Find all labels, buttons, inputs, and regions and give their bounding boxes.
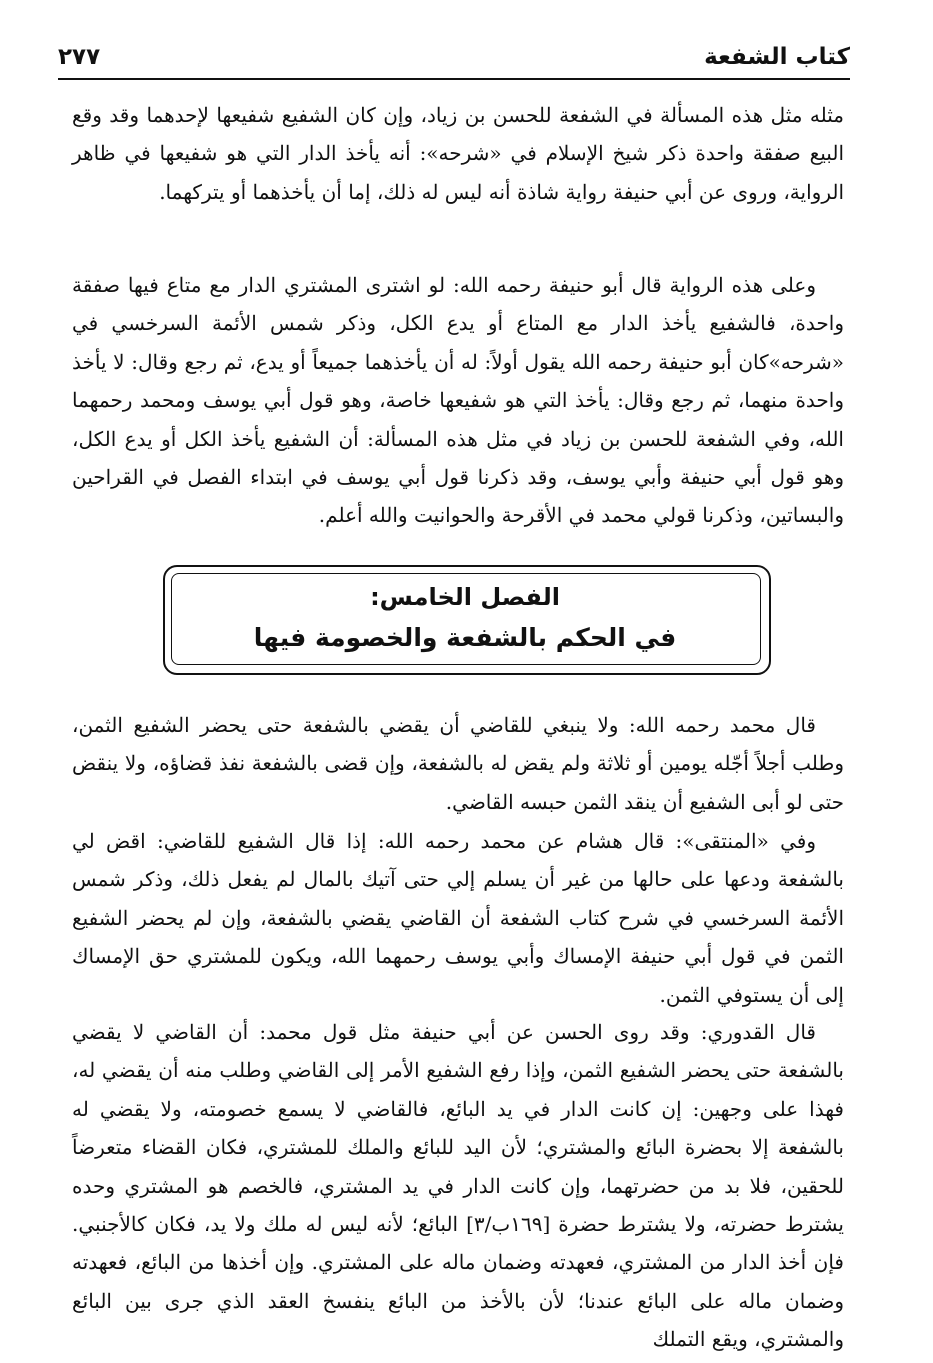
page-number: ٢٧٧	[58, 44, 101, 70]
text-block-5	[72, 1013, 844, 1359]
section-heading	[171, 577, 759, 659]
paragraph-2: وعلى هذه الرواية قال أبو حنيفة رحمه الله: لو اشترى المشتري الدار مع متاع فيها صفقة واحدة، فالشفيع يأخذ الدار مع المتاع أو يدع الكل، وذكر شمس الأئمة السرخسي في «شرحه»كان أبو حنيفة رحمه الله يقول أولاً: له أن يأخذهما جميعاً أو يدع، ثم رجع وقال: لا يأخذ واحدة منهما، ثم رجع وقال: يأخذ التي هو شفيعها خاصة، وهو قول أبي يوسف ومحمد رحمهما الله، وفي الشفعة للحسن بن زياد في مثل هذه المسألة: أن الشفيع يأخذ الكل أو يدع الكل، وهو قول أبي حنيفة وأبي يوسف، وقد ذكرنا قول أبي يوسف في ابتداء الفصل في القراحين والبساتين، وذكرنا قولي محمد في الأقرحة والحوانيت والله أعلم.	[72, 273, 844, 528]
text-block-4	[72, 822, 844, 1014]
paragraph-3: قال محمد رحمه الله: ولا ينبغي للقاضي أن يقضي بالشفعة حتى يحضر الشفيع الثمن، وطلب أجلاً أجّله يومين أو ثلاثة ولم يقض له بالشفعة، وإن قضى بالشفعة نفذ قضاؤه، ولا ينقض حتى لو أبى الشفيع أن ينقد الثمن حبسه القاضي.	[72, 713, 844, 814]
paragraph-1: مثله مثل هذه المسألة في الشفعة للحسن بن زياد، وإن كان الشفيع شفيعها لإحدهما وقد وقع البيع صفقة واحدة ذكر شيخ الإسلام في «شرحه»: أنه يأخذ الدار التي هو شفيعها في ظاهر الرواية، وروى عن أبي حنيفة رواية شاذة أنه ليس له ذلك، إما أن يأخذهما أو يتركهما.	[72, 103, 845, 204]
running-header	[58, 38, 850, 78]
text-block-2	[72, 266, 844, 535]
paragraph-5: قال القدوري: وقد روى الحسن عن أبي حنيفة مثل قول محمد: أن القاضي لا يقضي بالشفعة حتى يحضر الشفيع الثمن، وإذا رفع الشفيع الأمر إلى القاضي وطلب منه أن يقضي له، فهذا على وجهين: إن كانت الدار في يد البائع، فالقاضي لا يسمع خصومته، ولا يقضي له بالشفعة إلا بحضرة البائع والمشتري؛ لأن اليد للبائع والملك للمشتري، فكان القضاء متعرضاً للحقين، فلا بد من حضرتهما، وإن كانت الدار في يد المشتري، فالخصم هو المشتري وحده يشترط حضرته، ولا يشترط حضرة [١٦٩ب/٣] البائع؛ لأنه ليس له ملك ولا يد، فكان كالأجنبي. فإن أخذ الدار من المشتري، فعهدته وضمان ماله على المشتري. وإن أخذها من البائع، فعهدته وضمان ماله على البائع عندنا؛ لأن بالأخذ من البائع ينفسخ العقد الذي جرى بين البائع والمشتري، ويقع التملك	[72, 1020, 844, 1352]
header-divider	[58, 78, 850, 80]
section-heading-line-2: في الحكم بالشفعة والخصومة فيها	[253, 623, 677, 652]
section-heading-line-1: الفصل الخامس:	[370, 583, 560, 611]
paragraph-4: وفي «المنتقى»: قال هشام عن محمد رحمه الله: إذا قال الشفيع للقاضي: اقض لي بالشفعة ودعها على حالها من غير أن يسلم إلي حتى آتيك بالمال لم يفعل ذلك، وذكر شمس الأئمة السرخسي في شرح كتاب الشفعة أن القاضي يقضي بالشفعة، وإن لم يحضر الشفيع الثمن في قول أبي حنيفة الإمساك وأبي يوسف رحمهما الله، ويكون للمشتري حق الإمساك إلى أن يستوفي الثمن.	[72, 829, 844, 1007]
text-block-3	[72, 706, 844, 821]
chapter-title: كتاب الشفعة	[704, 44, 850, 70]
text-block-1	[72, 96, 844, 211]
